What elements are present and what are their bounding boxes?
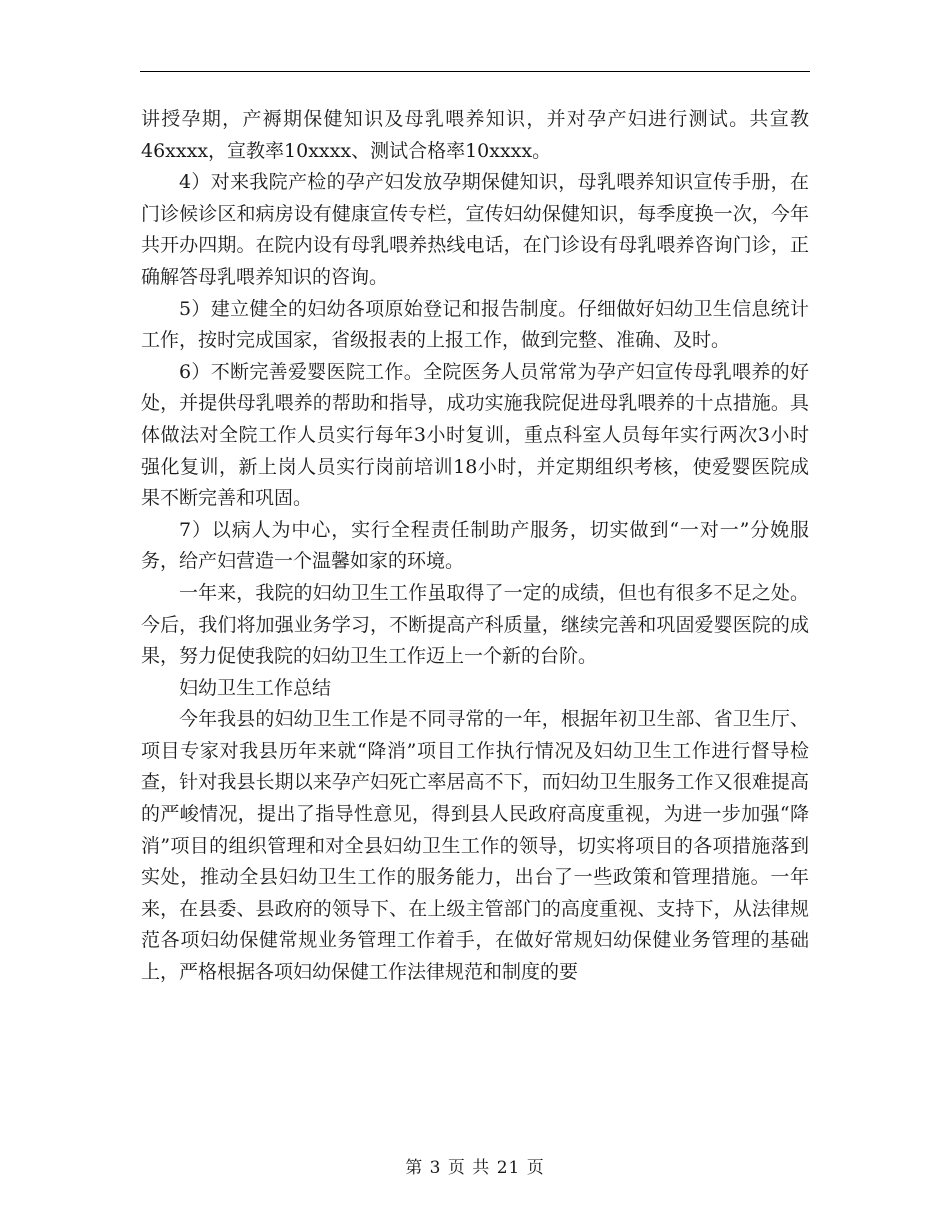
paragraph-conclusion: 一年来，我院的妇幼卫生工作虽取得了一定的成绩，但也有很多不足之处。今后，我们将加强业务学习，不断提高产科质量，继续完善和巩固爱婴医院的成果，努力促使我院的妇幼卫生工作迈上一个新的台阶。 — [141, 581, 809, 668]
paragraph-item-6: 6）不断完善爱婴医院工作。全院医务人员常常为孕产妇宣传母乳喂养的好处，并提供母乳喂养的帮助和指导，成功实施我院促进母乳喂养的十点措施。具体做法对全院工作人员实行每年3小时复训，重点科室人员每年实行两次3小时强化复训，新上岗人员实行岗前培训18小时，并定期组织考核，使爱婴医院成果不断完善和巩固。 — [141, 360, 809, 510]
paragraph-intro-continued: 讲授孕期，产褥期保健知识及母乳喂养知识，并对孕产妇进行测试。共宣教46xxxx，宣教率10xxxx、测试合格率10xxxx。 — [141, 108, 809, 162]
header-rule — [140, 71, 810, 72]
paragraph-section-body: 今年我县的妇幼卫生工作是不同寻常的一年，根据年初卫生部、省卫生厅、项目专家对我县历年来就“降消”项目工作执行情况及妇幼卫生工作进行督导检查，针对我县长期以来孕产妇死亡率居高不下，而妇幼卫生服务工作又很难提高的严峻情况，提出了指导性意见，得到县人民政府高度重视，为进一步加强“降消”项目的组织管理和对全县妇幼卫生工作的领导，切实将项目的各项措施落到实处，推动全县妇幼卫生工作的服务能力，出台了一些政策和管理措施。一年来，在县委、县政府的领导下、在上级主管部门的高度重视、支持下，从法律规范各项妇幼保健常规业务管理工作着手，在做好常规妇幼保健业务管理的基础上，严格根据各项妇幼保健工作法律规范和制度的要 — [141, 708, 809, 984]
section-title: 妇幼卫生工作总结 — [179, 676, 332, 699]
paragraph-item-5: 5）建立健全的妇幼各项原始登记和报告制度。仔细做好妇幼卫生信息统计工作，按时完成国家，省级报表的上报工作，做到完整、准确、及时。 — [141, 297, 809, 352]
document-body — [141, 104, 809, 989]
page-number-footer: 第 3 页 共 21 页 — [405, 1158, 545, 1178]
paragraph-item-7: 7）以病人为中心，实行全程责任制助产服务，切实做到“一对一”分娩服务，给产妇营造一个温馨如家的环境。 — [141, 518, 809, 573]
paragraph-item-4: 4）对来我院产检的孕产妇发放孕期保健知识，母乳喂养知识宣传手册，在门诊候诊区和病房设有健康宣传专栏，宣传妇幼保健知识，每季度换一次，今年共开办四期。在院内设有母乳喂养热线电话，在门诊设有母乳喂养咨询门诊，正确解答母乳喂养知识的咨询。 — [141, 171, 809, 288]
